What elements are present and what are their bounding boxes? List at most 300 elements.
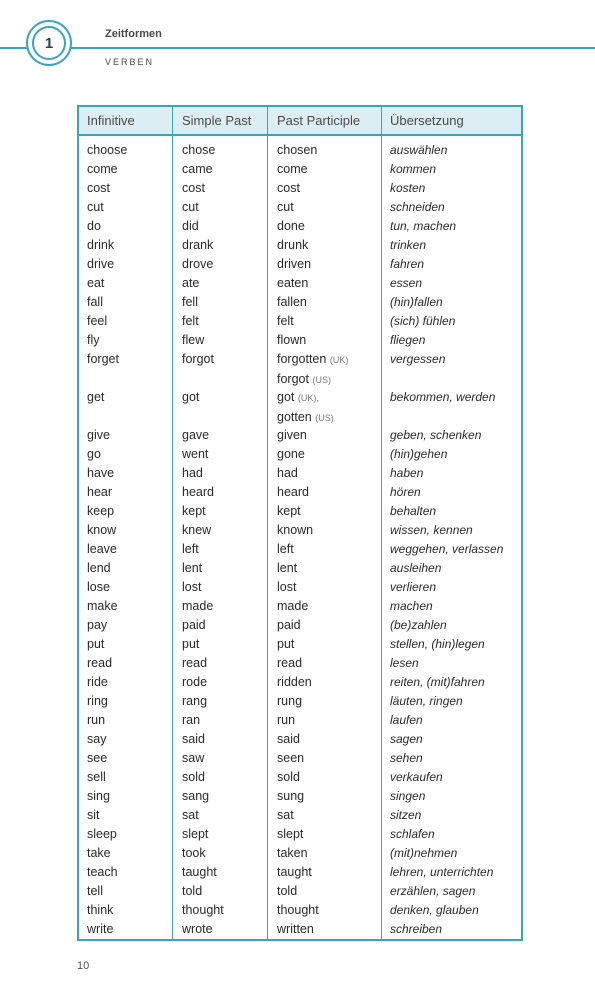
participle-form (277, 388, 334, 408)
simple-past-cell: got (182, 390, 200, 404)
table-row (79, 597, 521, 616)
translation-cell: singen (390, 789, 426, 803)
table-row (79, 331, 521, 350)
table-row (79, 863, 521, 882)
past-participle-cell (277, 730, 300, 749)
infinitive-cell: teach (87, 865, 118, 879)
simple-past-cell: did (182, 219, 199, 233)
infinitive-cell: give (87, 428, 110, 442)
past-participle-cell (277, 616, 301, 635)
header-rule (0, 47, 595, 49)
chapter-number: 1 (32, 26, 66, 60)
simple-past-cell: heard (182, 485, 214, 499)
translation-cell: kosten (390, 181, 426, 195)
participle-text: ridden (277, 675, 312, 689)
translation-cell: haben (390, 466, 424, 480)
past-participle-cell (277, 635, 294, 654)
table-row (79, 692, 521, 711)
simple-past-cell: read (182, 656, 208, 670)
participle-text: kept (277, 504, 301, 518)
infinitive-cell: run (87, 713, 106, 727)
participle-form (277, 521, 313, 540)
participle-text: left (277, 542, 294, 556)
simple-past-cell: sang (182, 789, 210, 803)
participle-text: taken (277, 846, 308, 860)
table-row (79, 160, 521, 179)
simple-past-cell: flew (182, 333, 205, 347)
past-participle-cell (277, 236, 308, 255)
past-participle-cell (277, 502, 301, 521)
participle-text: gotten (277, 410, 312, 424)
past-participle-cell (277, 787, 304, 806)
translation-cell: vergessen (390, 352, 446, 366)
infinitive-cell: sell (87, 770, 106, 784)
section-subtitle: VERBEN (105, 57, 155, 67)
infinitive-cell: take (87, 846, 111, 860)
simple-past-cell: thought (182, 903, 224, 917)
infinitive-cell: drive (87, 257, 115, 271)
participle-text: said (277, 732, 300, 746)
past-participle-cell (277, 426, 307, 445)
translation-cell: lehren, unterrichten (390, 865, 494, 879)
participle-text: fallen (277, 295, 307, 309)
past-participle-cell (277, 464, 298, 483)
participle-text: thought (277, 903, 319, 917)
translation-cell: schreiben (390, 922, 443, 936)
simple-past-cell: took (182, 846, 206, 860)
translation-cell: reiten, (mit)fahren (390, 675, 485, 689)
participle-text: read (277, 656, 303, 670)
translation-cell: sagen (390, 732, 423, 746)
past-participle-cell (277, 160, 308, 179)
participle-form (277, 730, 300, 749)
participle-form (277, 483, 309, 502)
table-row (79, 274, 521, 293)
past-participle-cell (277, 768, 300, 787)
table-row (79, 464, 521, 483)
infinitive-cell: eat (87, 276, 105, 290)
simple-past-cell: lent (182, 561, 203, 575)
participle-form (277, 408, 334, 428)
past-participle-cell (277, 312, 294, 331)
participle-form (277, 825, 303, 844)
translation-cell: fliegen (390, 333, 426, 347)
past-participle-cell (277, 578, 296, 597)
participle-form (277, 920, 314, 939)
participle-text: forgotten (277, 352, 327, 366)
past-participle-cell (277, 692, 302, 711)
participle-text: sold (277, 770, 300, 784)
infinitive-cell: forget (87, 352, 119, 366)
simple-past-cell: made (182, 599, 214, 613)
region-note: (UK) (329, 355, 349, 365)
participle-form (277, 863, 312, 882)
table-row (79, 825, 521, 844)
simple-past-cell: knew (182, 523, 212, 537)
participle-form (277, 141, 317, 160)
past-participle-cell (277, 274, 308, 293)
table-row (79, 293, 521, 312)
participle-form (277, 559, 297, 578)
participle-text: cut (277, 200, 294, 214)
table-row (79, 217, 521, 236)
participle-form (277, 806, 294, 825)
infinitive-cell: leave (87, 542, 117, 556)
column-header-simple-past: Simple Past (182, 113, 252, 128)
participle-text: sat (277, 808, 294, 822)
participle-text: run (277, 713, 296, 727)
table-row (79, 255, 521, 274)
past-participle-cell (277, 844, 308, 863)
past-participle-cell (277, 217, 305, 236)
table-row (79, 787, 521, 806)
infinitive-cell: keep (87, 504, 115, 518)
past-participle-cell (277, 654, 302, 673)
past-participle-cell (277, 350, 348, 390)
simple-past-cell: fell (182, 295, 198, 309)
table-header (79, 107, 521, 136)
translation-cell: (be)zahlen (390, 618, 447, 632)
past-participle-cell (277, 673, 312, 692)
translation-cell: stellen, (hin)legen (390, 637, 485, 651)
infinitive-cell: go (87, 447, 101, 461)
infinitive-cell: sing (87, 789, 110, 803)
chapter-badge (26, 20, 72, 66)
participle-form (277, 749, 304, 768)
past-participle-cell (277, 806, 294, 825)
table-row (79, 920, 521, 939)
table-row (79, 388, 521, 426)
infinitive-cell: fly (87, 333, 100, 347)
region-note: (US) (315, 413, 334, 423)
participle-form (277, 692, 302, 711)
past-participle-cell (277, 901, 319, 920)
past-participle-cell (277, 483, 309, 502)
translation-cell: trinken (390, 238, 427, 252)
participle-form (277, 654, 302, 673)
participle-text: made (277, 599, 309, 613)
translation-cell: denken, glauben (390, 903, 479, 917)
table-row (79, 198, 521, 217)
simple-past-cell: taught (182, 865, 217, 879)
infinitive-cell: ring (87, 694, 108, 708)
participle-text: done (277, 219, 305, 233)
past-participle-cell (277, 920, 314, 939)
participle-text: gone (277, 447, 305, 461)
table-row (79, 179, 521, 198)
translation-cell: läuten, ringen (390, 694, 463, 708)
past-participle-cell (277, 825, 303, 844)
participle-form (277, 255, 311, 274)
section-title: Zeitformen (105, 28, 162, 40)
participle-text: drunk (277, 238, 309, 252)
participle-form (277, 540, 294, 559)
infinitive-cell: sleep (87, 827, 117, 841)
past-participle-cell (277, 863, 312, 882)
infinitive-cell: choose (87, 143, 128, 157)
translation-cell: schlafen (390, 827, 435, 841)
participle-form (277, 502, 301, 521)
infinitive-cell: cost (87, 181, 110, 195)
translation-cell: essen (390, 276, 423, 290)
infinitive-cell: read (87, 656, 113, 670)
participle-text: forgot (277, 372, 309, 386)
past-participle-cell (277, 141, 317, 160)
past-participle-cell (277, 293, 307, 312)
simple-past-cell: forgot (182, 352, 214, 366)
simple-past-cell: ate (182, 276, 200, 290)
past-participle-cell (277, 255, 311, 274)
table-row (79, 559, 521, 578)
infinitive-cell: cut (87, 200, 104, 214)
translation-cell: auswählen (390, 143, 448, 157)
participle-text: come (277, 162, 308, 176)
simple-past-cell: slept (182, 827, 209, 841)
simple-past-cell: paid (182, 618, 206, 632)
simple-past-cell: ran (182, 713, 201, 727)
translation-cell: (hin)gehen (390, 447, 448, 461)
translation-cell: sitzen (390, 808, 422, 822)
participle-form (277, 844, 308, 863)
participle-form (277, 350, 348, 370)
simple-past-cell: wrote (182, 922, 213, 936)
past-participle-cell (277, 749, 304, 768)
participle-form (277, 331, 306, 350)
participle-form (277, 673, 312, 692)
participle-text: put (277, 637, 295, 651)
participle-form (277, 768, 300, 787)
infinitive-cell: have (87, 466, 115, 480)
infinitive-cell: say (87, 732, 107, 746)
participle-form (277, 274, 308, 293)
infinitive-cell: write (87, 922, 114, 936)
translation-cell: behalten (390, 504, 437, 518)
participle-form (277, 312, 294, 331)
past-participle-cell (277, 179, 300, 198)
past-participle-cell (277, 597, 308, 616)
participle-text: lent (277, 561, 298, 575)
participle-form (277, 578, 296, 597)
translation-cell: (sich) fühlen (390, 314, 456, 328)
table-row (79, 483, 521, 502)
infinitive-cell: lend (87, 561, 111, 575)
past-participle-cell (277, 559, 297, 578)
infinitive-cell: know (87, 523, 117, 537)
table-row (79, 236, 521, 255)
table-row (79, 445, 521, 464)
participle-form (277, 198, 294, 217)
column-header-infinitive: Infinitive (87, 113, 135, 128)
past-participle-cell (277, 445, 305, 464)
table-row (79, 654, 521, 673)
table-row (79, 426, 521, 445)
simple-past-cell: left (182, 542, 199, 556)
table-row (79, 768, 521, 787)
infinitive-cell: tell (87, 884, 103, 898)
past-participle-cell (277, 540, 294, 559)
participle-text: got (277, 390, 295, 404)
simple-past-cell: told (182, 884, 203, 898)
translation-cell: (hin)fallen (390, 295, 443, 309)
table-row (79, 711, 521, 730)
participle-form (277, 882, 297, 901)
simple-past-cell: sold (182, 770, 205, 784)
simple-past-cell: said (182, 732, 205, 746)
participle-form (277, 901, 319, 920)
table-row (79, 312, 521, 331)
translation-cell: schneiden (390, 200, 445, 214)
infinitive-cell: think (87, 903, 114, 917)
translation-cell: weggehen, verlassen (390, 542, 504, 556)
table-row (79, 749, 521, 768)
simple-past-cell: sat (182, 808, 199, 822)
table-row (79, 635, 521, 654)
translation-cell: sehen (390, 751, 423, 765)
participle-form (277, 160, 308, 179)
column-header-translation: Übersetzung (390, 113, 464, 128)
translation-cell: ausleihen (390, 561, 442, 575)
simple-past-cell: gave (182, 428, 210, 442)
translation-cell: fahren (390, 257, 425, 271)
infinitive-cell: fall (87, 295, 103, 309)
participle-form (277, 217, 305, 236)
table-row (79, 578, 521, 597)
participle-text: sung (277, 789, 305, 803)
translation-cell: verkaufen (390, 770, 443, 784)
simple-past-cell: lost (182, 580, 202, 594)
translation-cell: verlieren (390, 580, 437, 594)
participle-form (277, 635, 294, 654)
infinitive-cell: hear (87, 485, 113, 499)
infinitive-cell: make (87, 599, 118, 613)
participle-form (277, 293, 307, 312)
page-number: 10 (77, 960, 90, 972)
column-header-past-participle: Past Participle (277, 113, 361, 128)
participle-form (277, 787, 304, 806)
translation-cell: kommen (390, 162, 437, 176)
translation-cell: tun, machen (390, 219, 457, 233)
participle-text: given (277, 428, 307, 442)
table-row (79, 616, 521, 635)
table-row (79, 540, 521, 559)
participle-text: eaten (277, 276, 309, 290)
simple-past-cell: drove (182, 257, 214, 271)
infinitive-cell: pay (87, 618, 108, 632)
past-participle-cell (277, 331, 306, 350)
simple-past-cell: felt (182, 314, 199, 328)
region-note: (US) (312, 375, 331, 385)
table-row (79, 141, 521, 160)
participle-text: chosen (277, 143, 318, 157)
participle-text: told (277, 884, 298, 898)
participle-text: written (277, 922, 314, 936)
translation-cell: bekommen, werden (390, 390, 496, 404)
table-row (79, 730, 521, 749)
past-participle-cell (277, 882, 297, 901)
participle-text: taught (277, 865, 312, 879)
table-row (79, 350, 521, 388)
translation-cell: (mit)nehmen (390, 846, 458, 860)
translation-cell: machen (390, 599, 433, 613)
participle-text: paid (277, 618, 301, 632)
participle-text: heard (277, 485, 309, 499)
infinitive-cell: sit (87, 808, 100, 822)
infinitive-cell: ride (87, 675, 108, 689)
participle-text: lost (277, 580, 297, 594)
participle-text: seen (277, 751, 305, 765)
infinitive-cell: get (87, 390, 105, 404)
participle-text: cost (277, 181, 300, 195)
participle-text: had (277, 466, 298, 480)
participle-form (277, 711, 295, 730)
participle-text: driven (277, 257, 312, 271)
past-participle-cell (277, 388, 334, 428)
infinitive-cell: lose (87, 580, 110, 594)
participle-form (277, 464, 298, 483)
infinitive-cell: see (87, 751, 108, 765)
participle-form (277, 426, 307, 445)
participle-form (277, 179, 300, 198)
simple-past-cell: rang (182, 694, 208, 708)
participle-form (277, 616, 301, 635)
table-row (79, 901, 521, 920)
infinitive-cell: put (87, 637, 105, 651)
table-row (79, 521, 521, 540)
verb-table (77, 105, 523, 941)
simple-past-cell: rode (182, 675, 208, 689)
table-row (79, 844, 521, 863)
translation-cell: wissen, kennen (390, 523, 473, 537)
participle-text: flown (277, 333, 307, 347)
translation-cell: geben, schenken (390, 428, 482, 442)
infinitive-cell: drink (87, 238, 115, 252)
participle-form (277, 597, 308, 616)
translation-cell: lesen (390, 656, 419, 670)
participle-text: felt (277, 314, 294, 328)
participle-text: rung (277, 694, 303, 708)
translation-cell: erzählen, sagen (390, 884, 476, 898)
translation-cell: hören (390, 485, 421, 499)
simple-past-cell: drank (182, 238, 214, 252)
participle-text: slept (277, 827, 304, 841)
participle-form (277, 370, 348, 390)
simple-past-cell: kept (182, 504, 206, 518)
simple-past-cell: chose (182, 143, 216, 157)
past-participle-cell (277, 198, 294, 217)
translation-cell: laufen (390, 713, 423, 727)
simple-past-cell: put (182, 637, 200, 651)
simple-past-cell: saw (182, 751, 205, 765)
table-row (79, 673, 521, 692)
table-row (79, 882, 521, 901)
simple-past-cell: had (182, 466, 203, 480)
infinitive-cell: feel (87, 314, 108, 328)
simple-past-cell: went (182, 447, 209, 461)
participle-form (277, 445, 305, 464)
participle-form (277, 236, 308, 255)
simple-past-cell: cost (182, 181, 205, 195)
infinitive-cell: come (87, 162, 118, 176)
past-participle-cell (277, 521, 313, 540)
infinitive-cell: do (87, 219, 101, 233)
simple-past-cell: came (182, 162, 213, 176)
region-note: (UK), (297, 393, 319, 403)
table-row (79, 502, 521, 521)
past-participle-cell (277, 711, 295, 730)
participle-text: known (277, 523, 314, 537)
simple-past-cell: cut (182, 200, 199, 214)
table-row (79, 806, 521, 825)
